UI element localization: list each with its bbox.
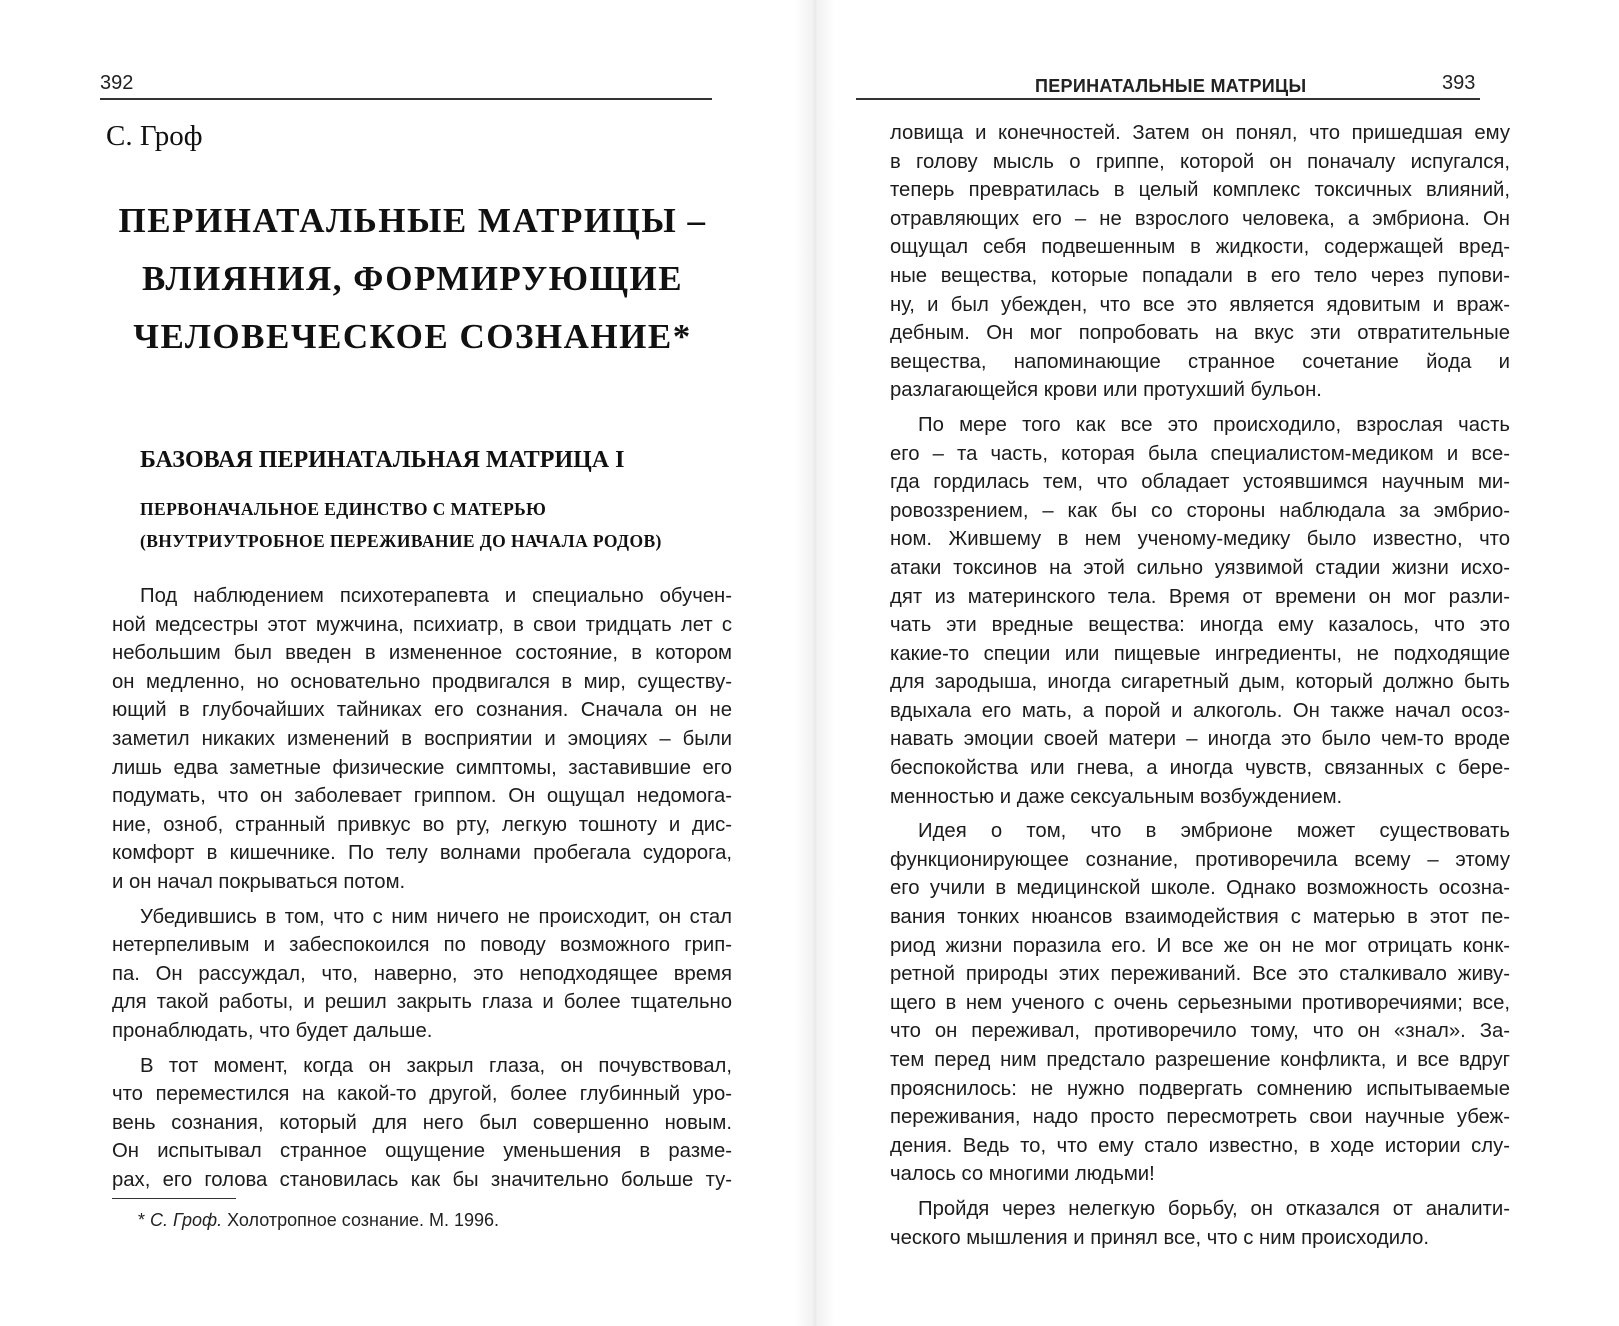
text-line: в голову мысль о гриппе, которой он поначалу испугался,	[890, 150, 1510, 173]
chapter-title	[100, 192, 725, 366]
text-line: тем перед ним предстало разрешение конфликта, и все вдруг	[890, 1049, 1510, 1071]
text-line: вещества, напоминающие странное сочетание йода и	[890, 350, 1510, 373]
paragraph	[890, 817, 1510, 1189]
text-line: для зародыша, иногда сигаретный дым, который должно быть	[890, 671, 1510, 694]
paragraph	[890, 1195, 1510, 1252]
text-line: щего в нем ученого с очень серьезными противоречиями; все,	[890, 991, 1510, 1014]
footnote-rule	[112, 1198, 236, 1199]
text-line: чалось со многими людьми!	[890, 1163, 1155, 1186]
page-number-left: 392	[100, 72, 134, 94]
text-line: Идея о том, что в эмбрионе может существовать	[918, 820, 1510, 843]
paragraph	[112, 1052, 732, 1195]
footnote: * С. Гроф. Холотропное сознание. М. 1996.	[138, 1210, 500, 1230]
text-line: риод жизни поразила его. И все же он не мог отрицать конк-	[890, 934, 1510, 957]
text-line: ной медсестры этот мужчина, психиатр, в свои тридцать лет с	[112, 613, 732, 636]
chapter-title-line: ВЛИЯНИЯ, ФОРМИРУЮЩИЕ	[141, 259, 684, 298]
text-line: вдыхала его мать, а порой и алкоголь. Он также начал осоз-	[890, 699, 1510, 722]
text-line: подумать, что он заболевает гриппом. Он ощущал недомога-	[112, 785, 732, 808]
text-line: функционирующее сознание, противоречила всему – этому	[890, 848, 1510, 871]
text-line: ние, озноб, странный привкус во рту, легкую тошноту и дис-	[112, 813, 732, 836]
text-line: ющий в глубочайших тайниках его сознания. Сначала он не	[112, 699, 732, 722]
header-rule-left	[100, 98, 712, 100]
text-line: Он испытывал странное ощущение уменьшения в разме-	[112, 1140, 732, 1163]
text-line: заметил никаких изменений в восприятии и эмоциях – были	[112, 727, 732, 750]
text-line: гда гордилась тем, что обладает устоявшимся научным ми-	[890, 471, 1510, 494]
book-gutter	[795, 0, 835, 1326]
chapter-title-line: ПЕРИНАТАЛЬНЫЕ МАТРИЦЫ –	[118, 201, 707, 240]
text-line: что переместился на какой-то другой, более глубинный уро-	[112, 1083, 732, 1106]
text-line: ловища и конечностей. Затем он понял, что пришедшая ему	[890, 122, 1510, 144]
chapter-title-line: ЧЕЛОВЕЧЕСКОЕ СОЗНАНИЕ*	[133, 317, 692, 356]
text-line: беспокойства или гнева, а иногда чувств, связанных с бере-	[890, 757, 1510, 780]
text-line: Убедившись в том, что с ним ничего не происходит, он стал	[140, 905, 732, 928]
text-line: переживания, надо просто пересмотреть свои научные убеж-	[890, 1106, 1510, 1129]
text-line: нетерпеливым и забеспокоился по поводу возможного грип-	[112, 934, 732, 957]
text-line: дебным. Он мог попробовать на вкус эти отвратительные	[890, 322, 1510, 345]
text-line: пронаблюдать, что будет дальше.	[112, 1019, 433, 1042]
text-line: дения. Ведь то, что ему стало известно, в ходе истории слу-	[890, 1134, 1510, 1157]
author-name: С. Гроф	[106, 120, 203, 152]
text-line: небольшим был введен в измененное состояние, в котором	[112, 642, 732, 665]
left-body-text	[112, 582, 732, 1200]
text-line: дят из материнского тела. Время от времени он мог разли-	[890, 585, 1510, 608]
subsection-line: ПЕРВОНАЧАЛЬНОЕ ЕДИНСТВО С МАТЕРЬЮ	[140, 499, 547, 519]
running-title: ПЕРИНАТАЛЬНЫЕ МАТРИЦЫ	[1035, 76, 1307, 96]
text-line: В тот момент, когда он закрыл глаза, он почувствовал,	[140, 1054, 732, 1077]
text-line: чать эти вредные вещества: иногда ему казалось, что это	[890, 614, 1510, 637]
text-line: Под наблюдением психотерапевта и специально обучен-	[140, 585, 732, 607]
paragraph	[112, 903, 732, 1046]
text-line: ретной природы этих переживаний. Все это сталкивало живу-	[890, 963, 1510, 986]
section-heading: БАЗОВАЯ ПЕРИНАТАЛЬНАЯ МАТРИЦА I	[140, 447, 625, 473]
text-line: вень сознания, который для него был совершенно новым.	[112, 1111, 732, 1134]
right-page	[830, 0, 1619, 1326]
paragraph	[890, 119, 1510, 405]
text-line: он медленно, но основательно продвигался в мир, существу-	[112, 670, 732, 693]
text-line: ну, и был убежден, что все это является ядовитым и враж-	[890, 293, 1510, 316]
text-line: и он начал покрываться потом.	[112, 870, 406, 893]
text-line: отравляющих его – не взрослого человека, а эмбриона. Он	[890, 207, 1510, 230]
footnote-text: Холотропное сознание. М. 1996.	[222, 1210, 500, 1230]
text-line: атаки токсинов на этой сильно уязвимой стадии жизни исхо-	[890, 556, 1510, 579]
text-line: теперь превратилась в целый комплекс токсичных влияний,	[890, 179, 1510, 202]
paragraph	[890, 411, 1510, 811]
text-line: какие-то специи или пищевые ингредиенты, не подходящие	[890, 642, 1510, 665]
page-number-right: 393	[1442, 72, 1476, 94]
paragraph	[112, 582, 732, 897]
text-line: Пройдя через нелегкую борьбу, он отказался от аналити-	[918, 1197, 1510, 1220]
text-line: ощущал себя подвешенным в жидкости, содержащей вред-	[890, 236, 1510, 259]
header-rule-right	[856, 98, 1480, 100]
text-line: ровоззрением, – как бы со стороны наблюдала за эмбрио-	[890, 499, 1510, 522]
subsection-heading	[140, 493, 662, 557]
text-line: комфорт в кишечнике. По телу волнами пробегала судорога,	[112, 842, 732, 865]
subsection-line: (ВНУТРИУТРОБНОЕ ПЕРЕЖИВАНИЕ ДО НАЧАЛА РОДОВ)	[140, 531, 662, 551]
text-line: ном. Жившему в нем ученому-медику было известно, что	[890, 528, 1510, 551]
left-page	[0, 0, 800, 1326]
text-line: вания тонких нюансов взаимодействия с матерью в этот пе-	[890, 906, 1510, 929]
text-line: разлагающейся крови или протухший бульон.	[890, 379, 1322, 402]
text-line: для такой работы, и решил закрыть глаза и более тщательно	[112, 991, 732, 1014]
text-line: прояснилось: не нужно подвергать сомнению испытываемые	[890, 1077, 1510, 1100]
footnote-author: С. Гроф.	[150, 1210, 223, 1230]
text-line: По мере того как все это происходило, взрослая часть	[918, 413, 1510, 436]
text-line: менностью и даже сексуальным возбуждением.	[890, 785, 1343, 808]
text-line: что он переживал, противоречило тому, что он «знал». За-	[890, 1020, 1510, 1043]
text-line: рах, его голова становилась как бы значительно больше ту-	[112, 1168, 732, 1191]
text-line: его – та часть, которая была специалистом-медиком и все-	[890, 442, 1510, 465]
text-line: па. Он рассуждал, что, наверно, это неподходящее время	[112, 962, 732, 985]
right-body-text	[890, 119, 1510, 1258]
text-line: навать эмоции своей матери – иногда это было чем-то вроде	[890, 728, 1510, 751]
text-line: ческого мышления и принял все, что с ним происходило.	[890, 1226, 1430, 1249]
text-line: его учили в медицинской школе. Однако возможность осозна-	[890, 877, 1510, 900]
text-line: лишь едва заметные физические симптомы, заставившие его	[112, 756, 732, 779]
text-line: ные вещества, которые попадали в его тело через пупови-	[890, 264, 1510, 287]
